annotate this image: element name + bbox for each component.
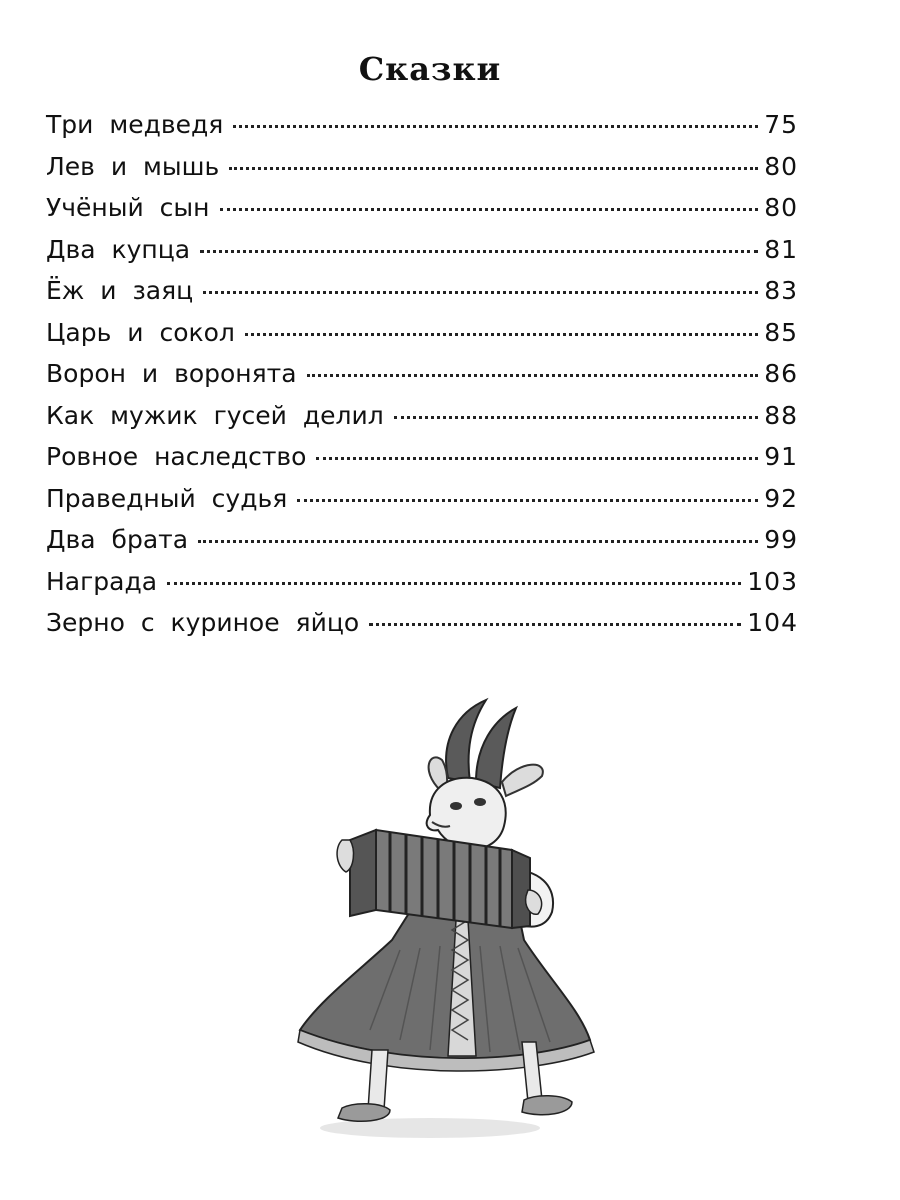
dot-leader xyxy=(167,582,741,585)
toc-entry-page: 83 xyxy=(764,276,798,305)
toc-entry-title: Ёж и заяц xyxy=(46,276,194,305)
toc-entry-page: 88 xyxy=(764,400,798,430)
toc-entry xyxy=(46,567,798,609)
toc-entry xyxy=(46,318,798,360)
toc-entry-title: Как мужик гусей делил xyxy=(46,400,384,430)
accordion-icon xyxy=(350,830,530,928)
section-title: Сказки xyxy=(358,50,502,88)
toc-entry-page: 85 xyxy=(764,317,798,347)
toc-entry xyxy=(46,442,798,484)
toc-entry-title: Праведный судья xyxy=(46,483,288,513)
toc-entry-title: Ровное наследство xyxy=(46,442,307,471)
toc-entry-title: Зерно с куриное яйцо xyxy=(46,608,360,637)
goat-playing-accordion-illustration xyxy=(280,690,620,1150)
table-of-contents xyxy=(46,110,798,650)
toc-entry-page: 92 xyxy=(764,483,798,513)
toc-entry-page: 81 xyxy=(764,234,798,264)
toc-entry-title: Награда xyxy=(46,566,158,596)
toc-entry-page: 103 xyxy=(747,566,798,596)
dot-leader xyxy=(200,250,758,253)
dot-leader xyxy=(198,540,758,543)
toc-entry-title: Ворон и воронята xyxy=(46,359,297,388)
toc-entry-title: Царь и сокол xyxy=(46,317,235,347)
dot-leader xyxy=(297,499,758,502)
toc-entry-title: Учёный сын xyxy=(46,193,210,222)
toc-entry xyxy=(46,401,798,443)
toc-entry-page: 86 xyxy=(764,359,798,388)
toc-entry-title: Два купца xyxy=(46,234,191,264)
toc-entry-page: 75 xyxy=(764,110,798,139)
toc-entry xyxy=(46,193,798,235)
toc-entry-page: 80 xyxy=(764,151,798,181)
dot-leader xyxy=(229,167,758,170)
dot-leader xyxy=(233,125,758,128)
toc-entry xyxy=(46,110,798,152)
toc-entry-page: 99 xyxy=(764,525,798,554)
dot-leader xyxy=(369,623,741,626)
toc-entry xyxy=(46,484,798,526)
dot-leader xyxy=(245,333,758,336)
dot-leader xyxy=(307,374,759,377)
toc-entry xyxy=(46,152,798,194)
toc-entry-title: Два брата xyxy=(46,525,189,554)
toc-entry-page: 80 xyxy=(764,193,798,222)
toc-entry xyxy=(46,235,798,277)
toc-entry-title: Три медведя xyxy=(46,110,224,139)
toc-entry-page: 104 xyxy=(747,608,798,637)
dot-leader xyxy=(394,416,758,419)
dot-leader xyxy=(220,208,759,211)
toc-entry xyxy=(46,525,798,567)
toc-entry-page: 91 xyxy=(764,442,798,471)
dot-leader xyxy=(316,457,758,460)
toc-entry-title: Лев и мышь xyxy=(46,151,220,181)
toc-entry xyxy=(46,359,798,401)
dot-leader xyxy=(203,291,758,294)
toc-entry xyxy=(46,276,798,318)
toc-entry xyxy=(46,608,798,650)
